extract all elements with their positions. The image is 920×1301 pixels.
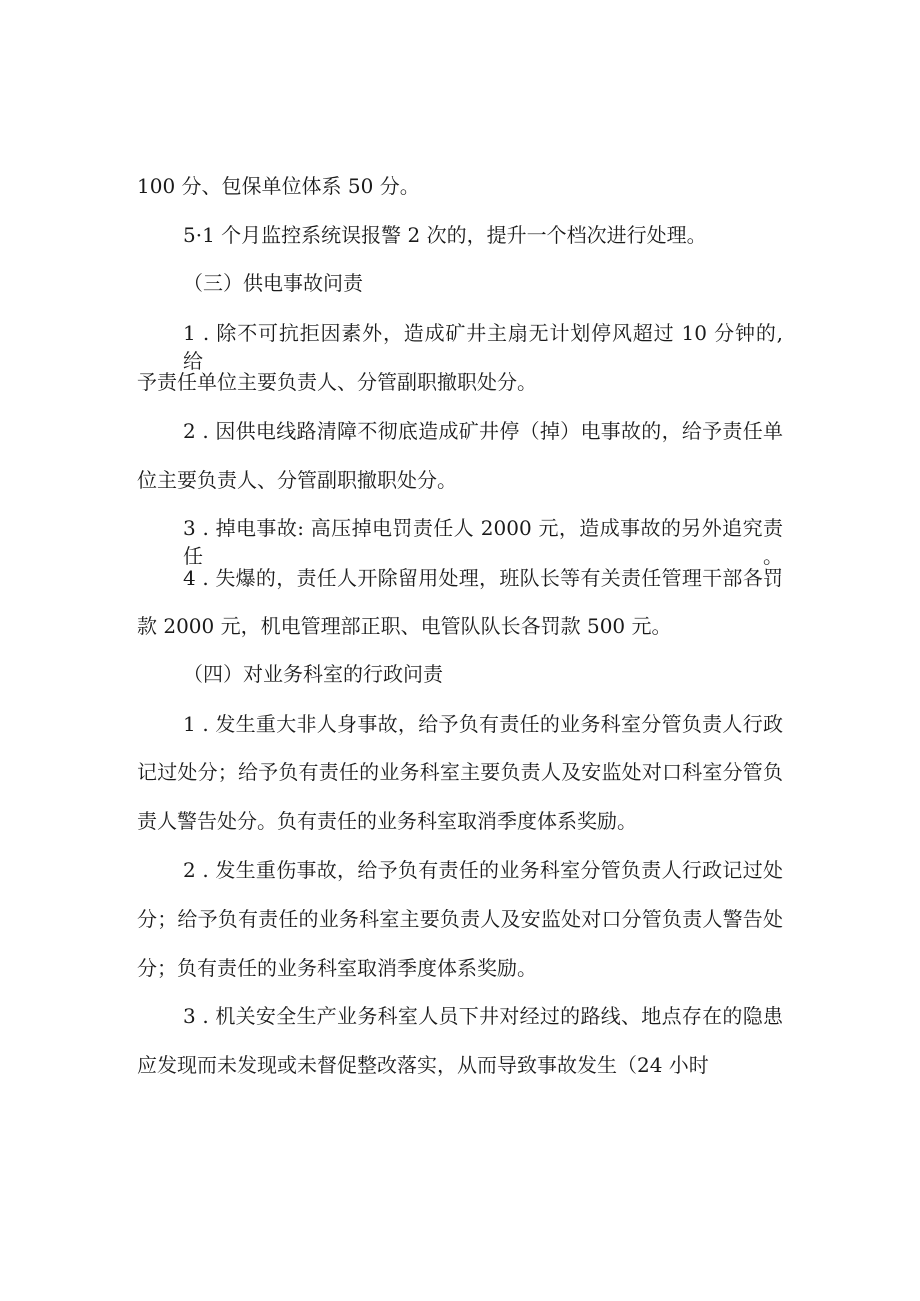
text-line-15: 2 . 发生重伤事故，给予负有责任的业务科室分管负责人行政记过处 (183, 858, 783, 882)
text-line-2: 5·1 个月监控系统误报警 2 次的，提升一个档次进行处理。 (183, 223, 707, 247)
text-line-9: 4 . 失爆的，责任人开除留用处理，班队长等有关责任管理干部各罚 (183, 566, 783, 590)
text-line-16: 分；给予负有责任的业务科室主要负责人及安监处对口分管负责人警告处 (137, 907, 783, 931)
text-line-14: 责人警告处分。负有责任的业务科室取消季度体系奖励。 (137, 809, 637, 833)
text-line-8: 3 . 掉电事故: 高压掉电罚责任人 2000 元，造成事故的另外追究责任。 (183, 516, 783, 568)
text-line-18: 3 . 机关安全生产业务科室人员下井对经过的路线、地点存在的隐患 (183, 1004, 783, 1028)
text-line-12: 1 . 发生重大非人身事故，给予负有责任的业务科室分管负责人行政 (183, 712, 783, 736)
text-line-1: 100 分、包保单位体系 50 分。 (137, 174, 420, 198)
text-line-10: 款 2000 元，机电管理部正职、电管队队长各罚款 500 元。 (137, 614, 672, 638)
text-line-6: 2 . 因供电线路清障不彻底造成矿井停（掉）电事故的，给予责任单 (183, 419, 783, 443)
section-heading-3: （三）供电事故问责 (183, 271, 363, 295)
section-heading-4: （四）对业务科室的行政问责 (183, 662, 443, 686)
text-line-5: 予责任单位主要负责人、分管副职撤职处分。 (137, 370, 537, 394)
text-line-7: 位主要负责人、分管副职撤职处分。 (137, 468, 457, 492)
text-line-13: 记过处分；给予负有责任的业务科室主要负责人及安监处对口科室分管负 (137, 760, 783, 784)
text-line-19: 应发现而未发现或未督促整改落实，从而导致事故发生（24 小时 (137, 1053, 709, 1077)
text-line-4: 1 . 除不可抗拒因素外，造成矿井主扇无计划停风超过 10 分钟的, 给 (183, 321, 783, 373)
text-line-17: 分；负有责任的业务科室取消季度体系奖励。 (137, 956, 537, 980)
